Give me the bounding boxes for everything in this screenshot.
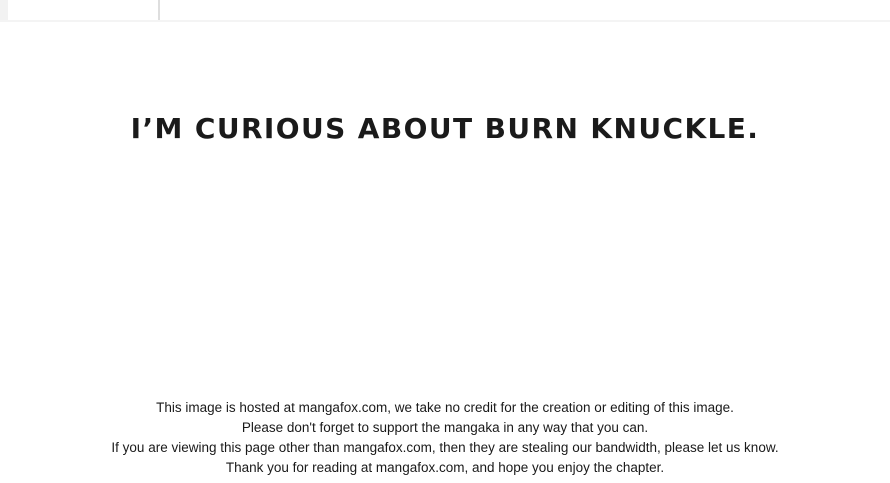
panel-edge-left [0, 0, 8, 22]
panel-edge-top [0, 20, 890, 22]
footer-line: If you are viewing this page other than mangafox.com, then they are stealing our bandwidth, please let us know. [111, 440, 779, 455]
footer-line: Please don't forget to support the mangaka in any way that you can. [241, 420, 649, 435]
footer-line: This image is hosted at mangafox.com, we take no credit for the creation or editing of this image. [156, 400, 734, 415]
footer-line: Thank you for reading at mangafox.com, and hope you enjoy the chapter. [225, 460, 665, 475]
footer-notice [0, 398, 890, 478]
dialogue-text: I’M CURIOUS ABOUT BURN KNUCKLE. [130, 112, 760, 145]
panel-divider [158, 0, 160, 22]
